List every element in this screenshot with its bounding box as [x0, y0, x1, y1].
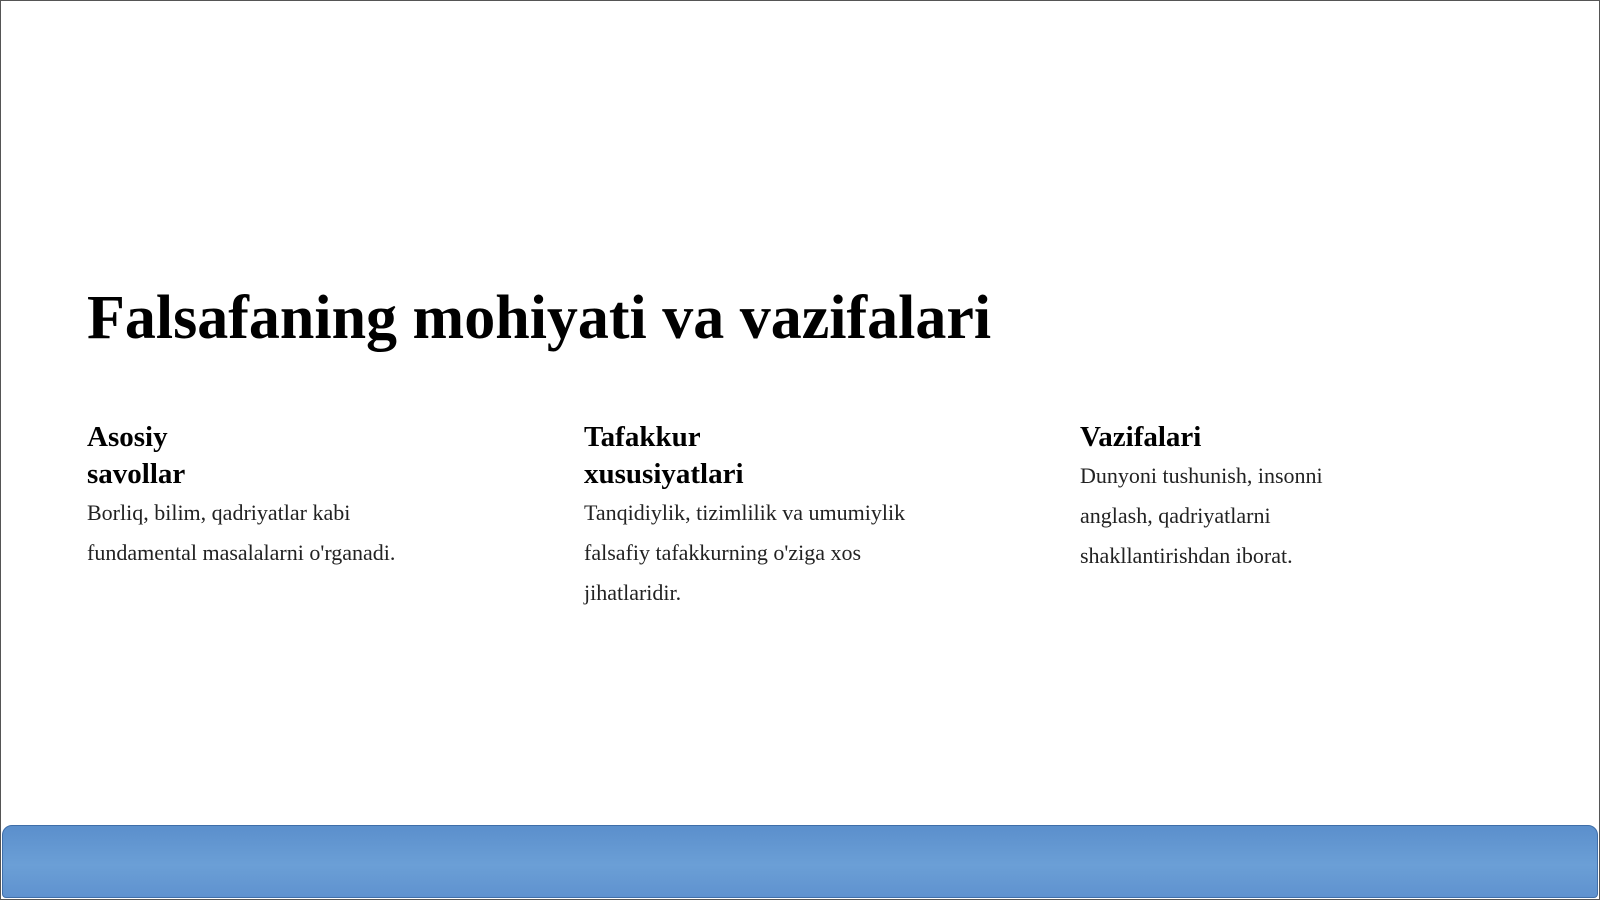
column-heading: Vazifalari: [1080, 421, 1202, 453]
slide-title: Falsafaning mohiyati va vazifalari: [87, 284, 992, 352]
column-body: Dunyoni tushunish, insonni anglash, qadriyatlarni shakllantirishdan iborat.: [1080, 463, 1323, 568]
footer-bar: [2, 825, 1598, 898]
column-heading: Tafakkur xususiyatlari: [584, 421, 744, 490]
column-body: Borliq, bilim, qadriyatlar kabi fundamental masalalarni o'rganadi.: [87, 500, 396, 565]
column-heading: Asosiy savollar: [87, 421, 186, 490]
column-vazifalari: [1080, 419, 1460, 576]
column-asosiy-savollar: [87, 419, 467, 573]
column-body: Tanqidiylik, tizimlilik va umumiylik falsafiy tafakkurning o'ziga xos jihatlaridir.: [584, 500, 906, 605]
column-tafakkur-xususiyatlari: [584, 419, 964, 613]
